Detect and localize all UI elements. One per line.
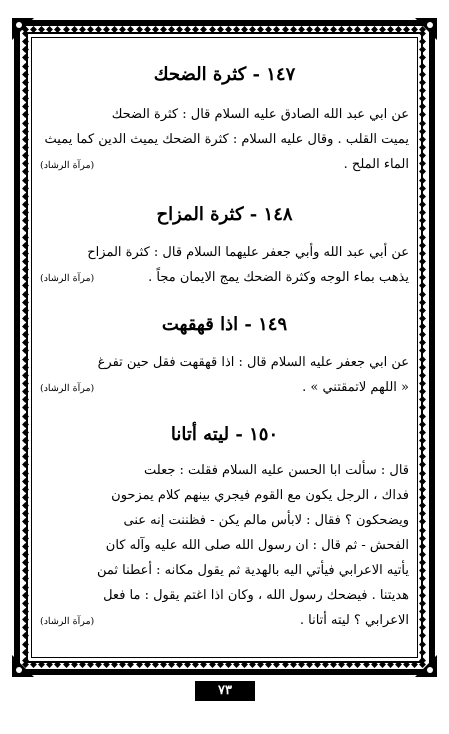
ornament-diamond: [22, 608, 29, 615]
ornament-diamond: [22, 624, 29, 631]
ornament-diamond: [298, 661, 305, 668]
ornament-diamond: [419, 641, 426, 648]
ornament-diamond: [79, 661, 86, 668]
ornament-diamond: [419, 136, 426, 143]
ornament-diamond: [419, 103, 426, 110]
ornament-diamond: [22, 274, 29, 281]
ornament-diamond: [419, 250, 426, 257]
ornament-diamond: [22, 429, 29, 436]
ornament-diamond: [419, 567, 426, 574]
ornament-diamond: [290, 661, 297, 668]
ornament-diamond: [22, 421, 29, 428]
ornament-diamond: [419, 177, 426, 184]
ornament-diamond: [338, 26, 345, 33]
ornament-diamond: [22, 282, 29, 289]
ornament-diamond: [419, 128, 426, 135]
ornament-diamond: [22, 348, 29, 355]
section-title: ١٤٧ - كثرة الضحك: [153, 64, 296, 85]
ornament-diamond: [103, 661, 110, 668]
ornament-diamond: [144, 661, 151, 668]
ornament-diamond: [419, 413, 426, 420]
ornament-diamond: [419, 600, 426, 607]
ornament-diamond: [241, 26, 248, 33]
ornament-diamond: [22, 193, 29, 200]
ornament-diamond: [22, 79, 29, 86]
ornament-diamond: [200, 661, 207, 668]
source-citation: (مرآة الرشاد): [40, 616, 95, 627]
paragraph-line: عن أبي عبد الله وأبي جعفر عليهما السلام قال : كثرة المزاح: [87, 245, 409, 260]
ornament-diamond: [419, 356, 426, 363]
ornament-diamond: [265, 26, 272, 33]
ornament-diamond: [22, 250, 29, 257]
ornament-diamond: [419, 185, 426, 192]
ornament-diamond: [22, 453, 29, 460]
ornament-diamond: [22, 592, 29, 599]
ornament-diamond: [22, 551, 29, 558]
ornament-diamond: [176, 26, 183, 33]
ornament-diamond: [419, 315, 426, 322]
paragraph-last-line: الاعرابي ؟ ليته أتانا .: [299, 613, 409, 628]
ornament-diamond: [22, 641, 29, 648]
ornament-diamond: [419, 461, 426, 468]
ornament-diamond: [419, 160, 426, 167]
ornament-diamond: [419, 274, 426, 281]
ornament-diamond: [419, 535, 426, 542]
ornament-diamond: [22, 234, 29, 241]
ornament-diamond: [22, 111, 29, 118]
ornament-diamond: [282, 26, 289, 33]
ornament-diamond: [22, 266, 29, 273]
ornament-diamond: [273, 26, 280, 33]
ornament-diamond: [419, 217, 426, 224]
ornament-diamond: [322, 661, 329, 668]
ornament-diamond: [152, 661, 159, 668]
ornament-diamond: [22, 209, 29, 216]
ornament-diamond: [314, 661, 321, 668]
paragraph-last-line: الماء الملح .: [343, 157, 409, 172]
ornament-diamond: [136, 26, 143, 33]
ornament-diamond: [176, 661, 183, 668]
ornament-diamond: [22, 486, 29, 493]
ornament-diamond: [22, 87, 29, 94]
ornament-diamond: [419, 632, 426, 639]
ornament-diamond: [233, 661, 240, 668]
ornament-diamond: [419, 421, 426, 428]
ornament-diamond: [168, 661, 175, 668]
ornament-diamond: [209, 26, 216, 33]
ornament-diamond: [184, 26, 191, 33]
ornament-diamond: [54, 661, 61, 668]
ornament-diamond: [363, 661, 370, 668]
ornament-diamond: [419, 111, 426, 118]
ornament-diamond: [419, 478, 426, 485]
ornament-diamond: [119, 26, 126, 33]
section-147: [40, 62, 409, 177]
ornament-diamond: [330, 26, 337, 33]
ornament-diamond: [22, 543, 29, 550]
ornament-diamond: [22, 128, 29, 135]
ornament-diamond: [338, 661, 345, 668]
ornament-diamond: [419, 95, 426, 102]
ornament-diamond: [22, 323, 29, 330]
ornament-diamond: [419, 396, 426, 403]
ornament-diamond: [419, 518, 426, 525]
ornament-diamond: [71, 661, 78, 668]
ornament-diamond: [38, 26, 45, 33]
ornament-diamond: [22, 388, 29, 395]
ornament-right: [419, 30, 427, 665]
ornament-diamond: [79, 26, 86, 33]
ornament-diamond: [419, 120, 426, 127]
ornament-diamond: [419, 429, 426, 436]
ornament-diamond: [387, 661, 394, 668]
ornament-diamond: [419, 152, 426, 159]
ornament-diamond: [95, 661, 102, 668]
ornament-diamond: [395, 26, 402, 33]
ornament-diamond: [160, 26, 167, 33]
section-title: ١٤٨ - كثرة المزاح: [156, 204, 293, 225]
ornament-diamond: [22, 136, 29, 143]
page-content: [40, 50, 409, 650]
ornament-diamond: [419, 372, 426, 379]
ornament-diamond: [395, 661, 402, 668]
ornament-diamond: [322, 26, 329, 33]
ornament-diamond: [22, 437, 29, 444]
ornament-diamond: [22, 185, 29, 192]
ornament-diamond: [419, 494, 426, 501]
source-citation: (مرآة الرشاد): [40, 383, 95, 394]
paragraph-line: عن ابي جعفر عليه السلام قال : اذا قهقهت فقل حين تفرغ: [97, 355, 409, 370]
ornament-diamond: [22, 103, 29, 110]
paragraph-line: فداك ، الرجل يكون مع القوم فيجري بينهم كلام يمزحون: [111, 488, 409, 503]
section-title: ١٥٠ - ليته أتانا: [170, 424, 279, 445]
section-title: ١٤٩ - اذا قهقهت: [161, 314, 288, 335]
ornament-diamond: [22, 584, 29, 591]
ornament-diamond: [225, 661, 232, 668]
paragraph-line: عن ابي عبد الله الصادق عليه السلام قال : كثرة الضحك: [111, 107, 409, 122]
ornament-diamond: [419, 510, 426, 517]
ornament-diamond: [103, 26, 110, 33]
corner-ornament-bottom-left: [10, 653, 36, 679]
ornament-diamond: [257, 661, 264, 668]
ornament-diamond: [22, 494, 29, 501]
ornament-diamond: [419, 405, 426, 412]
ornament-diamond: [346, 26, 353, 33]
ornament-diamond: [419, 299, 426, 306]
ornament-diamond: [160, 661, 167, 668]
ornament-diamond: [22, 559, 29, 566]
ornament-diamond: [419, 380, 426, 387]
ornament-diamond: [22, 380, 29, 387]
ornament-diamond: [419, 527, 426, 534]
paragraph-line: يميت القلب . وقال عليه السلام : كثرة الضحك يميث الدين كما يميث: [44, 132, 409, 147]
ornament-top: [22, 26, 427, 34]
ornament-diamond: [209, 661, 216, 668]
ornament-diamond: [265, 661, 272, 668]
ornament-diamond: [419, 242, 426, 249]
ornament-diamond: [22, 160, 29, 167]
ornament-diamond: [419, 437, 426, 444]
ornament-diamond: [419, 291, 426, 298]
ornament-diamond: [330, 661, 337, 668]
source-citation: (مرآة الرشاد): [40, 273, 95, 284]
ornament-diamond: [46, 26, 53, 33]
ornament-diamond: [371, 661, 378, 668]
ornament-diamond: [22, 315, 29, 322]
ornament-diamond: [419, 307, 426, 314]
ornament-diamond: [419, 54, 426, 61]
ornament-diamond: [22, 478, 29, 485]
ornament-diamond: [249, 26, 256, 33]
ornament-diamond: [22, 46, 29, 53]
corner-ornament-bottom-right: [413, 653, 439, 679]
corner-ornament-top-left: [10, 16, 36, 42]
ornament-diamond: [419, 225, 426, 232]
ornament-diamond: [419, 46, 426, 53]
ornament-diamond: [419, 87, 426, 94]
ornament-diamond: [419, 71, 426, 78]
ornament-diamond: [419, 616, 426, 623]
ornament-diamond: [419, 193, 426, 200]
ornament-diamond: [22, 396, 29, 403]
ornament-diamond: [314, 26, 321, 33]
ornament-diamond: [111, 26, 118, 33]
paragraph-line: ويضحكون ؟ فقال : لابأس مالم يكن - فظننت إنه عنى: [123, 513, 409, 528]
ornament-diamond: [419, 543, 426, 550]
ornament-left: [22, 30, 30, 665]
ornament-diamond: [306, 661, 313, 668]
section-150: [40, 422, 409, 633]
ornament-diamond: [419, 144, 426, 151]
ornament-diamond: [22, 527, 29, 534]
ornament-diamond: [419, 339, 426, 346]
ornament-diamond: [22, 71, 29, 78]
ornament-diamond: [22, 445, 29, 452]
ornament-diamond: [22, 331, 29, 338]
ornament-diamond: [371, 26, 378, 33]
ornament-diamond: [419, 453, 426, 460]
ornament-diamond: [87, 661, 94, 668]
corner-ornament-top-right: [413, 16, 439, 42]
ornament-diamond: [217, 26, 224, 33]
ornament-diamond: [419, 559, 426, 566]
ornament-diamond: [200, 26, 207, 33]
ornament-diamond: [22, 518, 29, 525]
ornament-diamond: [22, 307, 29, 314]
ornament-diamond: [379, 661, 386, 668]
page-number: ٧٣: [195, 681, 255, 701]
ornament-diamond: [419, 470, 426, 477]
ornament-diamond: [22, 567, 29, 574]
paragraph-last-line: « اللهم لاتمقتني » .: [302, 380, 409, 395]
ornament-diamond: [225, 26, 232, 33]
ornament-diamond: [38, 661, 45, 668]
ornament-diamond: [22, 242, 29, 249]
ornament-diamond: [355, 26, 362, 33]
ornament-diamond: [22, 632, 29, 639]
ornament-diamond: [22, 616, 29, 623]
ornament-diamond: [273, 661, 280, 668]
ornament-diamond: [419, 282, 426, 289]
ornament-diamond: [290, 26, 297, 33]
ornament-diamond: [419, 364, 426, 371]
ornament-diamond: [22, 461, 29, 468]
paragraph-line: يأتيه الاعرابي فيأتي اليه بالهدية ثم يقول مكانه : أعطنا ثمن: [96, 563, 409, 578]
ornament-diamond: [419, 445, 426, 452]
ornament-diamond: [419, 258, 426, 265]
ornament-diamond: [54, 26, 61, 33]
ornament-diamond: [355, 661, 362, 668]
ornament-diamond: [217, 661, 224, 668]
ornament-diamond: [22, 152, 29, 159]
ornament-diamond: [22, 217, 29, 224]
paragraph-line: هديتنا . فيضحك رسول الله ، وكان اذا اغتم يقول : ما فعل: [103, 588, 409, 603]
ornament-diamond: [419, 388, 426, 395]
ornament-diamond: [22, 299, 29, 306]
source-citation: (مرآة الرشاد): [40, 160, 95, 171]
ornament-diamond: [111, 661, 118, 668]
ornament-diamond: [22, 258, 29, 265]
ornament-diamond: [419, 209, 426, 216]
ornament-diamond: [22, 201, 29, 208]
ornament-diamond: [22, 470, 29, 477]
ornament-diamond: [168, 26, 175, 33]
ornament-diamond: [419, 502, 426, 509]
paragraph-line: قال : سألت ابا الحسن عليه السلام فقلت : جعلت: [144, 463, 409, 478]
ornament-diamond: [387, 26, 394, 33]
ornament-diamond: [22, 364, 29, 371]
ornament-diamond: [127, 26, 134, 33]
ornament-diamond: [63, 661, 70, 668]
ornament-diamond: [306, 26, 313, 33]
ornament-diamond: [419, 168, 426, 175]
ornament-bottom: [22, 661, 427, 669]
ornament-diamond: [152, 26, 159, 33]
ornament-diamond: [419, 323, 426, 330]
ornament-diamond: [419, 486, 426, 493]
ornament-diamond: [419, 331, 426, 338]
ornament-diamond: [136, 661, 143, 668]
ornament-diamond: [298, 26, 305, 33]
ornament-diamond: [192, 26, 199, 33]
ornament-diamond: [22, 120, 29, 127]
ornament-diamond: [419, 608, 426, 615]
ornament-diamond: [282, 661, 289, 668]
ornament-diamond: [63, 26, 70, 33]
ornament-diamond: [379, 26, 386, 33]
ornament-diamond: [22, 95, 29, 102]
ornament-diamond: [22, 144, 29, 151]
paragraph-last-line: يذهب بماء الوجه وكثرة الضحك يمج الايمان مجاً .: [148, 270, 409, 285]
ornament-diamond: [22, 405, 29, 412]
ornament-diamond: [233, 26, 240, 33]
ornament-diamond: [46, 661, 53, 668]
ornament-diamond: [144, 26, 151, 33]
ornament-diamond: [419, 201, 426, 208]
ornament-diamond: [184, 661, 191, 668]
ornament-diamond: [22, 339, 29, 346]
ornament-diamond: [22, 168, 29, 175]
ornament-diamond: [22, 413, 29, 420]
ornament-diamond: [22, 600, 29, 607]
ornament-diamond: [192, 661, 199, 668]
ornament-diamond: [22, 510, 29, 517]
section-148: [40, 202, 409, 290]
ornament-diamond: [95, 26, 102, 33]
ornament-diamond: [257, 26, 264, 33]
ornament-diamond: [419, 63, 426, 70]
ornament-diamond: [363, 26, 370, 33]
ornament-diamond: [419, 79, 426, 86]
ornament-diamond: [127, 661, 134, 668]
ornament-diamond: [22, 535, 29, 542]
ornament-diamond: [419, 234, 426, 241]
ornament-diamond: [22, 291, 29, 298]
ornament-diamond: [71, 26, 78, 33]
ornament-diamond: [22, 54, 29, 61]
ornament-diamond: [22, 372, 29, 379]
ornament-diamond: [403, 661, 410, 668]
paragraph-line: الفحش - ثم قال : ان رسول الله صلى الله عليه وآله كان: [105, 538, 409, 553]
ornament-diamond: [22, 356, 29, 363]
ornament-diamond: [419, 624, 426, 631]
ornament-diamond: [22, 225, 29, 232]
ornament-diamond: [241, 661, 248, 668]
ornament-diamond: [249, 661, 256, 668]
ornament-diamond: [22, 575, 29, 582]
ornament-diamond: [403, 26, 410, 33]
ornament-diamond: [419, 592, 426, 599]
ornament-diamond: [419, 348, 426, 355]
ornament-diamond: [419, 584, 426, 591]
ornament-diamond: [22, 63, 29, 70]
ornament-diamond: [346, 661, 353, 668]
section-149: [40, 312, 409, 400]
ornament-diamond: [419, 575, 426, 582]
ornament-diamond: [419, 551, 426, 558]
ornament-diamond: [22, 177, 29, 184]
ornament-diamond: [87, 26, 94, 33]
ornament-diamond: [119, 661, 126, 668]
ornament-diamond: [419, 266, 426, 273]
ornament-diamond: [22, 502, 29, 509]
